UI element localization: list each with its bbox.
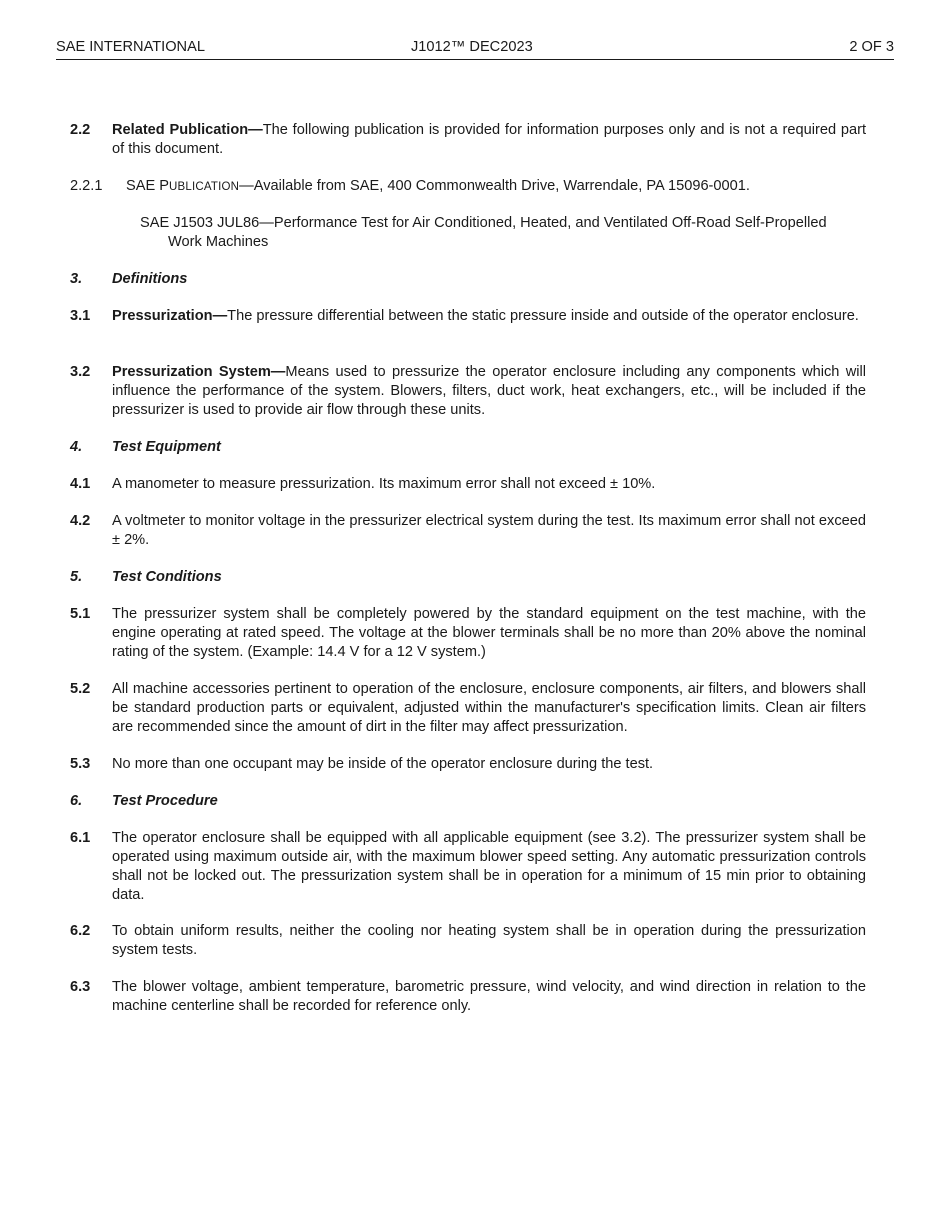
section-4-2: [70, 512, 866, 550]
section-number: 5.1: [70, 606, 91, 622]
section-number: 6.1: [70, 830, 91, 846]
section-number: 3.2: [70, 364, 91, 380]
section-number: 4.: [70, 439, 83, 455]
reference-line-1: SAE J1503 JUL86—Performance Test for Air Conditioned, Heated, and Ventilated Off-Road Self-Propelled: [140, 215, 827, 231]
publication-smallcaps: UBLICATION: [169, 181, 240, 193]
section-lead: Related Publication—: [112, 122, 263, 138]
section-number: 4.2: [70, 513, 91, 529]
section-body: [112, 121, 866, 159]
section-text: All machine accessories pertinent to operation of the enclosure, enclosure components, air filters, and blowers shall be standard production parts or equivalent, adjusted within the manufacturer's specification limits. Clean air filters are recommended since the amount of dirt in the filter may affect pressurization.: [112, 681, 866, 735]
section-title: Test Equipment: [112, 439, 221, 455]
section-text: The operator enclosure shall be equipped with all applicable equipment (see 3.2). The pressurizer system shall be operated using maximum outside air, with the maximum blower speed setting. Any automatic pressurization controls shall not be locked out. The pressurization system shall be in operation for a minimum of 15 min prior to obtaining data.: [112, 830, 866, 903]
section-number: 5.3: [70, 756, 91, 772]
reference-sae-j1503: [140, 214, 866, 252]
reference-line-2: Work Machines: [168, 234, 269, 250]
section-number: 2.2.1: [70, 178, 103, 194]
page-header: [56, 37, 894, 60]
section-body: [126, 177, 866, 197]
section-4-heading: [70, 438, 866, 457]
sae-prefix: SAE P: [126, 178, 169, 194]
section-number: 6.2: [70, 923, 91, 939]
section-6-heading: [70, 792, 866, 811]
section-3-heading: [70, 270, 866, 289]
section-title: Test Procedure: [112, 793, 218, 809]
section-text: No more than one occupant may be inside of the operator enclosure during the test.: [112, 756, 654, 772]
section-text: The following publication is provided for information purposes only and is not a required part of this document.: [112, 122, 866, 157]
section-number: 2.2: [70, 122, 91, 138]
section-6-2: [70, 922, 866, 960]
section-3-1: [70, 307, 866, 326]
section-text: A manometer to measure pressurization. Its maximum error shall not exceed ± 10%.: [112, 476, 656, 492]
section-6-1: [70, 829, 866, 905]
section-number: 4.1: [70, 476, 91, 492]
section-number: 3.1: [70, 308, 91, 324]
section-number: 6.: [70, 793, 83, 809]
section-lead: Pressurization System—: [112, 364, 286, 380]
section-text: —Available from SAE, 400 Commonwealth Drive, Warrendale, PA 15096-0001.: [239, 178, 750, 194]
section-body: [112, 307, 866, 326]
section-title: Test Conditions: [112, 569, 222, 585]
section-2-2: [70, 121, 866, 159]
section-lead: Pressurization—: [112, 308, 228, 324]
section-5-1: [70, 605, 866, 662]
section-body: [112, 363, 866, 420]
section-number: 3.: [70, 271, 83, 287]
section-text: To obtain uniform results, neither the cooling nor heating system shall be in operation during the pressurization system tests.: [112, 923, 866, 958]
section-5-2: [70, 680, 866, 737]
section-4-1: [70, 475, 866, 494]
section-number: 6.3: [70, 979, 91, 995]
header-organization: SAE INTERNATIONAL: [56, 39, 205, 55]
header-page-number: 2 OF 3: [849, 39, 894, 55]
header-document-id: J1012™ DEC2023: [411, 39, 533, 55]
section-number: 5.2: [70, 681, 91, 697]
section-text: The pressurizer system shall be completely powered by the standard equipment on the test machine, with the engine operating at rated speed. The voltage at the blower terminals shall be no more than 20% above the nominal rating of the system. (Example: 14.4 V for a 12 V system.): [112, 606, 866, 660]
section-text: The blower voltage, ambient temperature, barometric pressure, wind velocity, and wind direction in relation to the machine centerline shall be recorded for reference only.: [112, 979, 866, 1014]
section-text: The pressure differential between the static pressure inside and outside of the operator enclosure.: [227, 308, 859, 324]
section-title: Definitions: [112, 271, 188, 287]
section-number: 5.: [70, 569, 83, 585]
section-5-3: [70, 755, 866, 774]
section-6-3: [70, 978, 866, 1016]
section-text: A voltmeter to monitor voltage in the pressurizer electrical system during the test. Its maximum error shall not exceed ± 2%.: [112, 513, 866, 548]
section-text: Means used to pressurize the operator enclosure including any components which will influence the performance of the system. Blowers, filters, duct work, heat exchangers, etc., will be included if the pressurizer is used to provide air flow through these units.: [112, 364, 866, 418]
section-3-2: [70, 363, 866, 420]
section-5-heading: [70, 568, 866, 587]
